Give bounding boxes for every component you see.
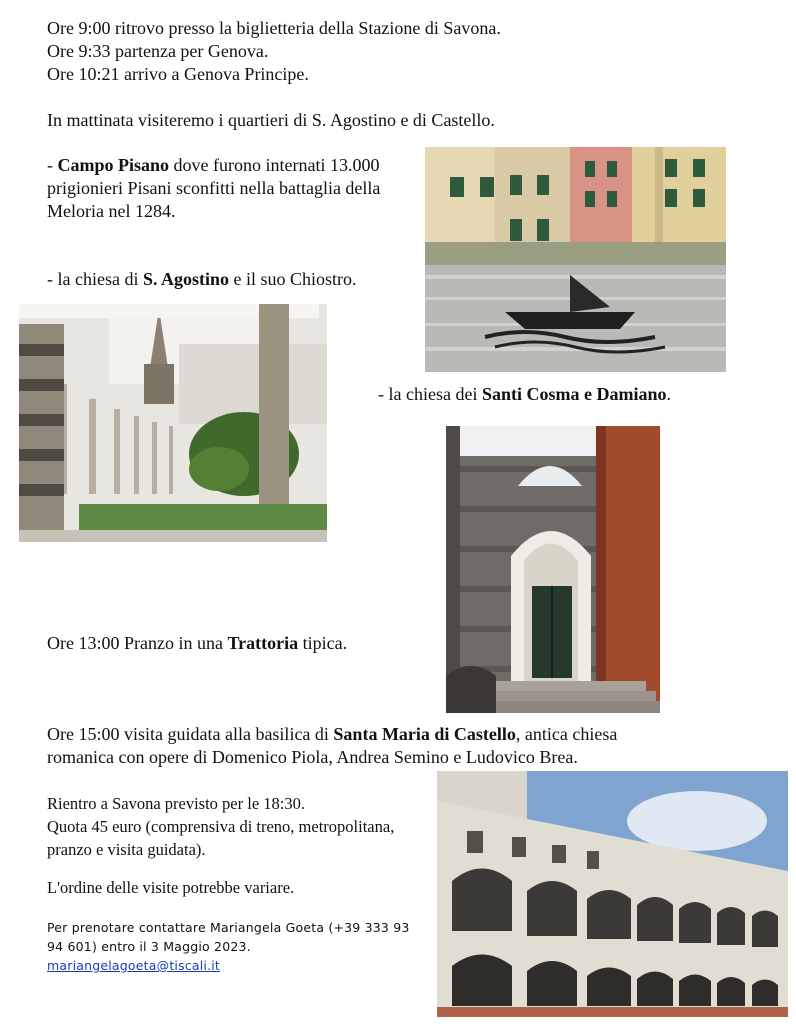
schedule-line-2: Ore 9:33 partenza per Genova. — [47, 41, 269, 61]
lunch-line: Ore 13:00 Pranzo in una Trattoria tipica. — [47, 633, 348, 653]
campo-pisano-photo — [425, 147, 726, 372]
campo-pisano-title: Campo Pisano — [57, 155, 170, 175]
email-link[interactable]: mariangelagoeta@tiscali.it — [47, 958, 221, 973]
cosma-damiano-photo — [446, 426, 660, 713]
schedule-line-3: Ore 10:21 arrivo a Genova Principe. — [47, 64, 309, 84]
schedule-line-1: Ore 9:00 ritrovo presso la biglietteria della Stazione di Savona. — [47, 18, 501, 38]
booking-line-2: 94 601) entro il 3 Maggio 2023. — [47, 939, 251, 954]
afternoon-line-2: romanica con opere di Domenico Piola, Andrea Semino e Ludovico Brea. — [47, 747, 578, 767]
cosma-line: - la chiesa dei Santi Cosma e Damiano. — [378, 384, 671, 404]
campo-pisano-line-3: Meloria nel 1284. — [47, 201, 176, 221]
morning-intro: In mattinata visiteremo i quartieri di S. Agostino e di Castello. — [47, 110, 495, 130]
campo-pisano-line-1: - Campo Pisano dove furono internati 13.000 — [47, 155, 380, 175]
cosma-title: Santi Cosma e Damiano — [481, 384, 667, 404]
santa-maria-title: Santa Maria di Castello — [333, 724, 516, 744]
return-line-1: Rientro a Savona previsto per le 18:30. — [47, 794, 305, 813]
price-line-2: pranzo e visita guidata). — [47, 840, 206, 859]
booking-line-1: Per prenotare contattare Mariangela Goeta (+39 333 93 — [47, 920, 410, 935]
campo-pisano-line-2: prigionieri Pisani sconfitti nella battaglia della — [47, 178, 381, 198]
agostino-title: S. Agostino — [142, 269, 229, 289]
order-note: L'ordine delle visite potrebbe variare. — [47, 878, 295, 897]
trattoria-label: Trattoria — [227, 633, 299, 653]
price-line-1: Quota 45 euro (comprensiva di treno, metropolitana, — [47, 817, 395, 836]
agostino-line: - la chiesa di S. Agostino e il suo Chiostro. — [47, 269, 357, 289]
santa-maria-castello-photo — [437, 771, 788, 1017]
afternoon-line-1: Ore 15:00 visita guidata alla basilica di Santa Maria di Castello, antica chiesa — [47, 724, 618, 744]
agostino-cloister-photo — [19, 304, 327, 542]
